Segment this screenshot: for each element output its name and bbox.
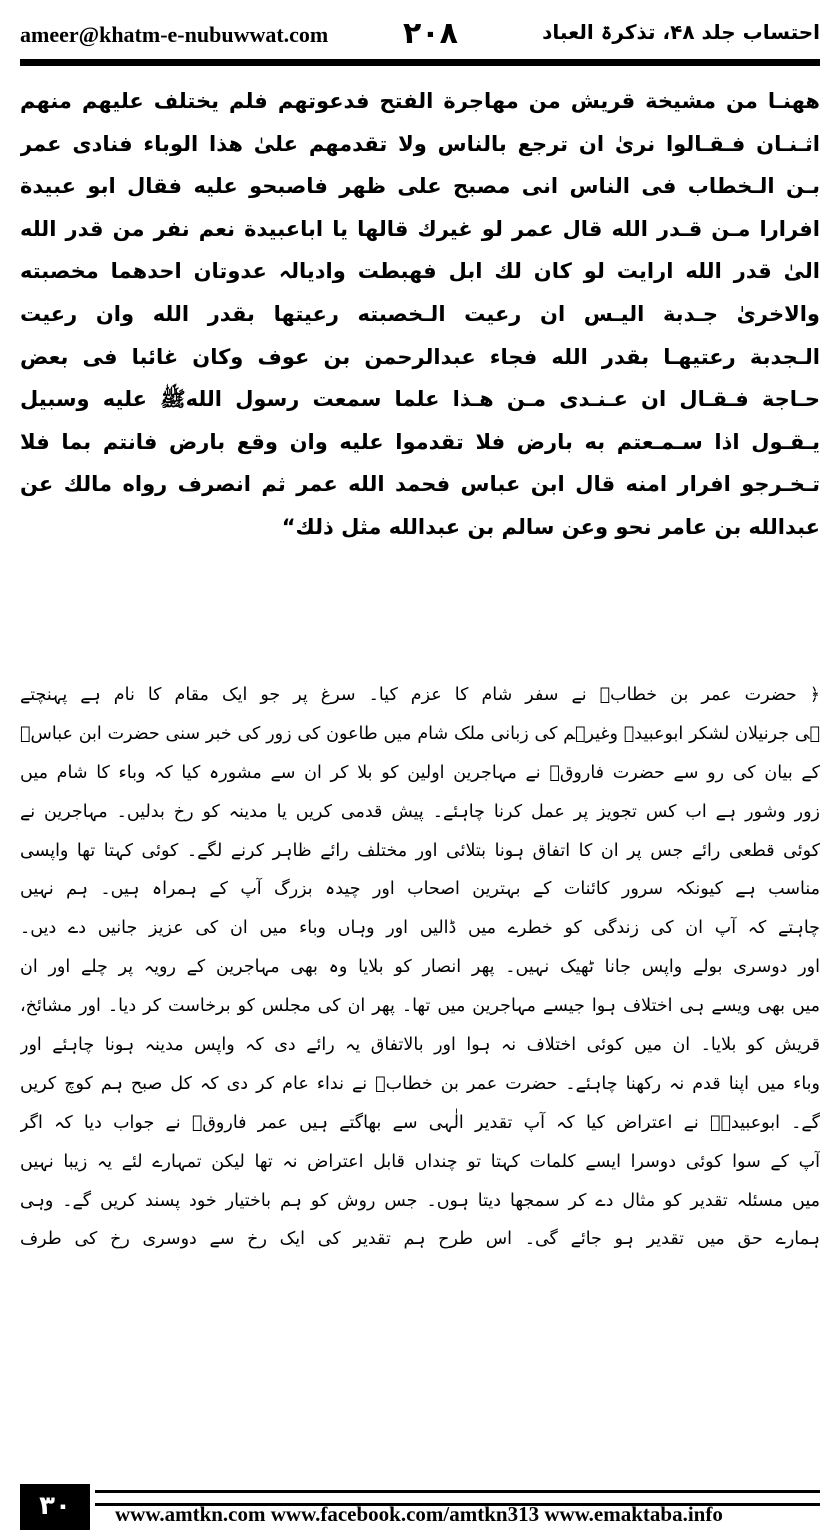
- page-footer: [20, 1484, 820, 1530]
- header-book-title: احتساب جلد ۴۸، تذکرۃ العباد: [542, 20, 820, 44]
- urdu-line: اور دوسری بولے واپس جانا ٹھیک نہیں۔ پھر انصار کو بلایا وہ بھی مہاجرین کے رویہ پر چلے اور ان: [20, 957, 820, 978]
- urdu-line: کوئی قطعی رائے جس پر ان کا اتفاق ہونا بتلائی اور مختلف رائے ظاہر کرنے لگے۔ کوئی کہتا تھا واپسی: [20, 840, 820, 861]
- arabic-line: ههنـا من مشيخة قريش من مهاجرة الفتح فدعوتهم فلم يختلف عليهم منهم: [20, 89, 820, 113]
- urdu-line: آپ کے سوا کوئی دوسرا ایسے کلمات کہتا تو چنداں قابل اعتراض نہ تھا لیکن تمہارے لئے یہ زیبا نہیں: [20, 1151, 820, 1172]
- header-email: ameer@khatm-e-nubuwwat.com: [20, 22, 329, 47]
- arabic-line: الـجدبة رعتيهـا بقدر الله فجاء عبدالرحمن بن عوف وكان غائبا فى بعض: [20, 344, 820, 369]
- urdu-line: میں مسئلہ تقدیر کو مثال دے کر سمجھا دیتا ہوں۔ جس روش کو ہم باختیار خود پسند کریں گے۔ وہی: [20, 1190, 820, 1211]
- arabic-line: تـخـرجو افرار امنه قال ابن عباس فحمد الله عمر ثم انصرف رواه مالك عن: [20, 472, 820, 497]
- urdu-line: وباء میں اپنا قدم نہ رکھنا چاہئے۔ حضرت عمر بن خطابؓ نے نداء عام کر دی کہ کل صبح ہم کوچ کریں: [20, 1073, 820, 1094]
- footer-links: www.amtkn.com www.facebook.com/amtkn313 www.emaktaba.info: [115, 1502, 723, 1526]
- urdu-line: قریش کو بلایا۔ ان میں کوئی اختلاف نہ ہوا اور بالاتفاق یہ رائے دی کہ واپس مدینہ ہونا چاہئے اور: [20, 1035, 820, 1056]
- urdu-line: میں بھی ویسے ہی اختلاف ہوا جیسے مہاجرین میں تھا۔ پھر ان کی مجلس کو برخاست کر دیا۔ اور مشائخ،: [20, 996, 820, 1017]
- arabic-line: اثـنـان فـقـالوا نرىٰ ان ترجع بالناس ولا تقدمهم علىٰ هذا الوباء فنادى عمر: [20, 131, 820, 156]
- urdu-line: چاہتے کہ آپ ان کی زندگی کو خطرے میں ڈالیں اور وہاں وباء میں ان کی عزیز جانیں دے دیں۔: [20, 918, 820, 939]
- arabic-line: والاخرىٰ جـدبة اليـس ان رعيت الـخصبته رعيتها بقدر الله وان رعيت: [20, 301, 820, 326]
- header-page-number: ۲۰۸: [403, 16, 458, 51]
- page-header: [20, 14, 820, 54]
- urdu-line: ہی جرنیلان لشکر ابوعبیدہ وغیرہم کی زبانی ملک شام میں طاعون کی زور کی خبر سنی حضرت ابن عباسؓ: [20, 723, 820, 744]
- urdu-line: گے۔ ابوعبیدہؓ نے اعتراض کیا کہ آپ تقدیر الٰہی سے بھاگتے ہیں عمر فاروقؓ نے جواب دیا کہ اگر: [20, 1112, 820, 1133]
- arabic-line: عبدالله بن عامر نحو وعن سالم بن عبدالله مثل ذلك“: [281, 514, 820, 539]
- urdu-translation-text: [20, 676, 820, 1259]
- arabic-line: يـقـول اذا سـمـعتم به بارض فلا تقدموا عليه وان وقع بارض فانتم بما فلا: [20, 429, 820, 454]
- arabic-line: افرارا مـن قـدر الله قال عمر لو غيرك قالها يا اباعبيدة نعم نفر من قدر الله: [20, 216, 820, 241]
- urdu-line: ہمارے حق میں تقدیر ہو جائے گی۔ اس طرح ہم تقدیر کی ایک رخ سے دوسری رخ کی طرف: [20, 1229, 820, 1250]
- urdu-line: مناسب ہے کیونکہ سرور کائنات کے بہترین اصحاب اور چیدہ بزرگ آپ کے ہمراہ ہیں۔ ہم نہیں: [20, 879, 820, 900]
- arabic-line: بـن الـخطاب فى الناس انى مصبح على ظهر فاصبحو عليه فقال ابو عبيدة: [20, 174, 820, 199]
- arabic-line: حـاجة فـقـال ان عـنـدى مـن هـذا علما سمعت رسول اللهﷺ عليه وسبيل: [20, 387, 820, 412]
- urdu-line: ﴿ حضرت عمر بن خطابؓ نے سفر شام کا عزم کیا۔ سرغ پر جو ایک مقام کا نام ہے پہنچتے: [20, 685, 820, 705]
- urdu-line: کے بیان کی رو سے حضرت فاروقؓ نے مہاجرین اولین کو بلا کر ان سے مشورہ کیا کہ وباء کا شام میں: [20, 762, 820, 783]
- arabic-line: الىٰ قدر الله ارايت لو كان لك ابل فهبطت واديالہ عدوتان احدهما مخصبته: [20, 259, 820, 284]
- arabic-hadith-text: [20, 80, 820, 549]
- urdu-line: زور وشور ہے اب کس تجویز پر عمل کرنا چاہئے۔ پیش قدمی کریں یا مدینہ کو رخ بدلیں۔ مہاجرین نے: [20, 801, 820, 822]
- header-rule: [20, 59, 820, 66]
- footer-page-number: ۳۰: [20, 1484, 90, 1530]
